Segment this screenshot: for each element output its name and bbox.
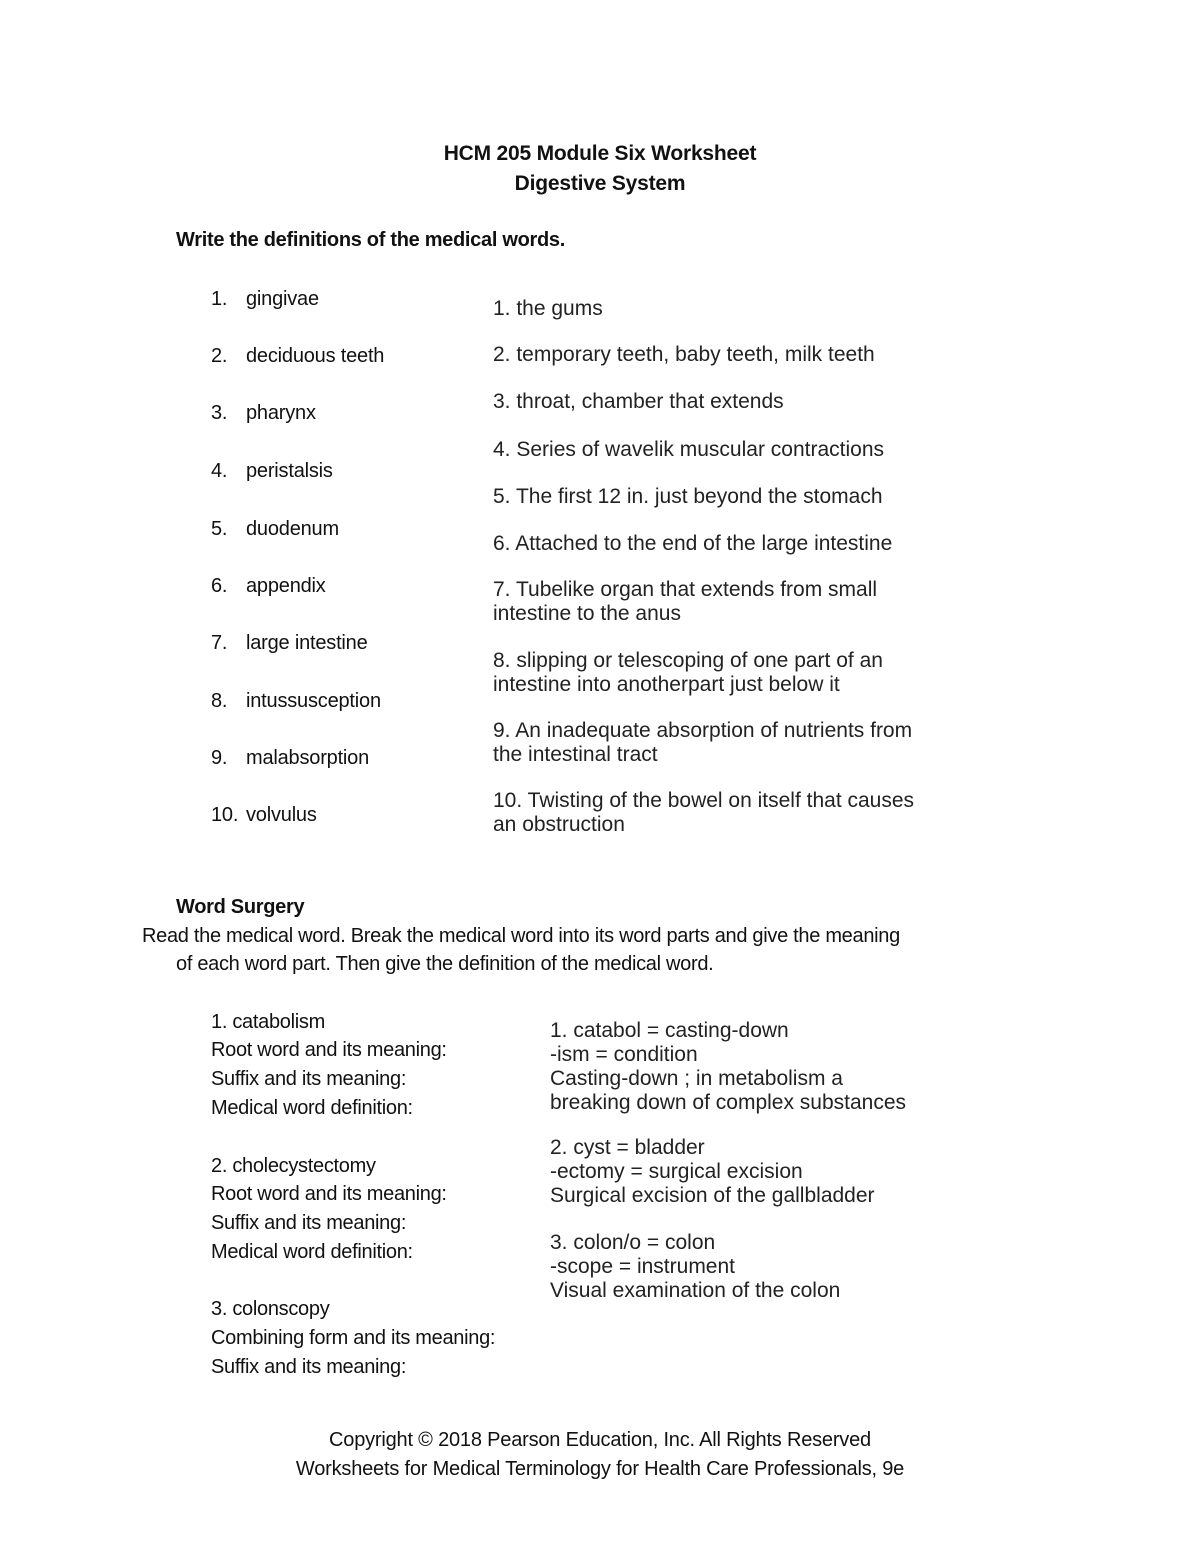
answer-item: 5. The first 12 in. just beyond the stomach <box>493 485 883 508</box>
list-item: 10. volvulus <box>211 804 317 826</box>
answer-item: 7. Tubelike organ that extends from small intestine to the anus <box>493 578 878 625</box>
footer-copyright: Copyright © 2018 Pearson Education, Inc. All Rights Reserved <box>329 1429 871 1451</box>
item-answer: 3. colon/o = colon -scope = instrument Visual examination of the colon <box>550 1231 841 1302</box>
list-item: 1. gingivae <box>211 288 319 310</box>
item-label: Medical word definition: <box>211 1241 413 1263</box>
page-subtitle: Digestive System <box>514 172 686 195</box>
item-label: Suffix and its meaning: <box>211 1068 407 1090</box>
answer-item: 3. throat, chamber that extends <box>493 390 784 413</box>
list-item: 6. appendix <box>211 575 326 597</box>
list-item: 7. large intestine <box>211 632 368 654</box>
answer-item: 2. temporary teeth, baby teeth, milk teeth <box>493 343 875 366</box>
list-item: 9. malabsorption <box>211 747 370 769</box>
item-label: Combining form and its meaning: <box>211 1327 496 1349</box>
answer-item: 9. An inadequate absorption of nutrients from the intestinal tract <box>493 719 913 766</box>
list-item: 2. deciduous teeth <box>211 345 385 367</box>
word-surgery-instruction: of each word part. Then give the definition of the medical word. <box>176 953 714 975</box>
item-answer: 2. cyst = bladder -ectomy = surgical excision Surgical excision of the gallbladder <box>550 1136 875 1207</box>
answer-item: 10. Twisting of the bowel on itself that causes an obstruction <box>493 789 915 836</box>
answer-item: 4. Series of wavelik muscular contractions <box>493 438 884 461</box>
item-label: Suffix and its meaning: <box>211 1212 407 1234</box>
list-item: 8. intussusception <box>211 690 381 712</box>
answer-item: 1. the gums <box>493 297 603 320</box>
answer-item: 8. slipping or telescoping of one part of an intestine into anotherpart just below it <box>493 649 883 696</box>
list-item: 4. peristalsis <box>211 460 333 482</box>
list-item: 3. pharynx <box>211 402 316 424</box>
item-label: Suffix and its meaning: <box>211 1356 407 1378</box>
definitions-instruction: Write the definitions of the medical words. <box>176 229 565 251</box>
item-title: 2. cholecystectomy <box>211 1155 376 1177</box>
page-title: HCM 205 Module Six Worksheet <box>443 142 757 165</box>
item-label: Root word and its meaning: <box>211 1183 447 1205</box>
item-title: 3. colonscopy <box>211 1298 330 1320</box>
footer-book-title: Worksheets for Medical Terminology for Health Care Professionals, 9e <box>295 1458 905 1480</box>
item-answer: 1. catabol = casting-down -ism = condition Casting-down ; in metabolism a breaking down of complex substances <box>550 1019 907 1114</box>
item-label: Medical word definition: <box>211 1097 413 1119</box>
item-label: Root word and its meaning: <box>211 1039 447 1061</box>
word-surgery-heading: Word Surgery <box>176 896 305 918</box>
item-title: 1. catabolism <box>211 1011 325 1033</box>
word-surgery-instruction: Read the medical word. Break the medical word into its word parts and give the meaning <box>142 925 900 947</box>
list-item: 5. duodenum <box>211 518 339 540</box>
answer-item: 6. Attached to the end of the large intestine <box>493 532 893 555</box>
